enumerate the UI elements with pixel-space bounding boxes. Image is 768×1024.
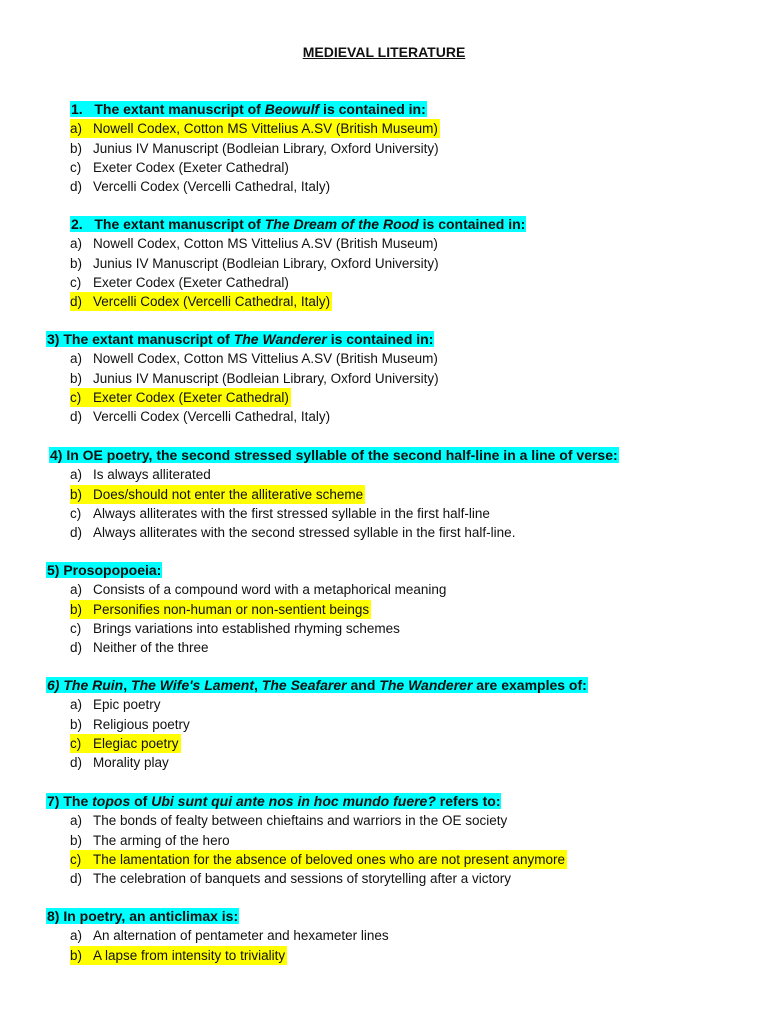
question-text-part: is contained in: bbox=[418, 216, 526, 232]
option-text: Vercelli Codex (Vercelli Cathedral, Italy) bbox=[93, 179, 331, 195]
option-text: Exeter Codex (Exeter Cathedral) bbox=[93, 159, 289, 175]
answer-option bbox=[70, 580, 446, 599]
question-text-part: , bbox=[254, 677, 262, 693]
option-letter: d) bbox=[70, 755, 83, 771]
option-text: Elegiac poetry bbox=[93, 735, 179, 751]
question-text-part: , bbox=[123, 677, 132, 693]
option-letter: a) bbox=[70, 928, 83, 944]
option-text: Epic poetry bbox=[93, 697, 161, 713]
option-text: Exeter Codex (Exeter Cathedral) bbox=[93, 274, 289, 290]
option-text: Morality play bbox=[93, 755, 169, 771]
option-letter: a) bbox=[70, 813, 83, 829]
question-text-part: refers to: bbox=[435, 793, 501, 809]
option-letter: b) bbox=[70, 716, 83, 732]
option-letter: d) bbox=[70, 525, 83, 541]
option-letter: b) bbox=[70, 601, 83, 617]
option-letter: a) bbox=[70, 351, 83, 367]
option-letter: d) bbox=[70, 871, 83, 887]
question-text-part: topos bbox=[92, 793, 131, 809]
option-letter: c) bbox=[70, 505, 82, 521]
answer-option bbox=[70, 523, 515, 542]
question-text-part: The Wanderer bbox=[233, 331, 327, 347]
answer-option bbox=[70, 465, 211, 484]
question-text-part: 5) Prosopopoeia: bbox=[47, 562, 162, 578]
option-letter: d) bbox=[70, 640, 83, 656]
option-text: Always alliterates with the first stressed syllable in the first half-line bbox=[93, 505, 490, 521]
option-letter: a) bbox=[70, 697, 83, 713]
option-letter: d) bbox=[70, 409, 83, 425]
option-letter: b) bbox=[70, 947, 83, 963]
answer-option bbox=[70, 715, 190, 734]
option-letter: c) bbox=[70, 620, 82, 636]
question-text-part: 6) The Ruin bbox=[47, 677, 124, 693]
option-text: Consists of a compound word with a metaphorical meaning bbox=[93, 582, 447, 598]
option-letter: b) bbox=[70, 140, 83, 156]
answer-option bbox=[70, 177, 330, 196]
question-text-part: of bbox=[130, 793, 152, 809]
option-letter: d) bbox=[70, 294, 83, 310]
question-text bbox=[46, 908, 239, 924]
question-text-part: 4) In OE poetry, the second stressed syllable of the second half-line in a line of verse: bbox=[50, 447, 618, 463]
option-text: An alternation of pentameter and hexameter lines bbox=[93, 928, 389, 944]
question-text-part: Beowulf bbox=[264, 101, 320, 117]
question-text-part: The Wife's Lament bbox=[131, 677, 255, 693]
question-number: 2. bbox=[71, 216, 95, 232]
option-letter: c) bbox=[70, 159, 82, 175]
option-text: The lamentation for the absence of beloved ones who are not present anymore bbox=[93, 851, 566, 867]
answer-option bbox=[70, 139, 439, 158]
option-text: Does/should not enter the alliterative scheme bbox=[93, 486, 364, 502]
option-letter: b) bbox=[70, 486, 83, 502]
question-1 bbox=[70, 100, 427, 119]
question-text-part: is contained in: bbox=[319, 101, 426, 117]
question-text bbox=[70, 216, 526, 232]
answer-option bbox=[70, 504, 490, 523]
question-text-part: 7) The bbox=[47, 793, 93, 809]
answer-option bbox=[70, 850, 567, 869]
answer-option bbox=[70, 485, 365, 504]
answer-option bbox=[70, 695, 161, 714]
answer-option bbox=[70, 811, 507, 830]
option-letter: c) bbox=[70, 735, 82, 751]
question-2 bbox=[70, 215, 526, 234]
answer-option bbox=[70, 158, 289, 177]
option-text: The bonds of fealty between chieftains and warriors in the OE society bbox=[93, 813, 508, 829]
option-text: Junius IV Manuscript (Bodleian Library, Oxford University) bbox=[93, 255, 439, 271]
answer-option bbox=[70, 254, 439, 273]
question-text bbox=[46, 562, 162, 578]
question-number: 1. bbox=[71, 101, 95, 117]
question-text-part: 8) In poetry, an anticlimax is: bbox=[47, 908, 239, 924]
question-3 bbox=[46, 330, 434, 349]
question-text bbox=[49, 447, 619, 463]
option-text: Vercelli Codex (Vercelli Cathedral, Italy) bbox=[93, 409, 331, 425]
question-text bbox=[70, 101, 427, 117]
answer-option bbox=[70, 926, 389, 945]
question-text-part: The Dream of the Rood bbox=[264, 216, 419, 232]
option-text: The arming of the hero bbox=[93, 832, 230, 848]
option-text: The celebration of banquets and sessions of storytelling after a victory bbox=[93, 871, 511, 887]
option-letter: a) bbox=[70, 121, 83, 137]
answer-option bbox=[70, 349, 438, 368]
option-text: Exeter Codex (Exeter Cathedral) bbox=[93, 389, 289, 405]
question-8 bbox=[46, 907, 239, 926]
option-text: Always alliterates with the second stressed syllable in the first half-line. bbox=[93, 525, 516, 541]
option-letter: b) bbox=[70, 370, 83, 386]
option-text: Is always alliterated bbox=[93, 467, 211, 483]
option-letter: b) bbox=[70, 255, 83, 271]
option-text: A lapse from intensity to triviality bbox=[93, 947, 286, 963]
answer-option bbox=[70, 292, 332, 311]
option-letter: a) bbox=[70, 467, 83, 483]
question-text bbox=[46, 677, 588, 693]
question-text-part: Ubi sunt qui ante nos in hoc mundo fuere? bbox=[151, 793, 436, 809]
option-letter: d) bbox=[70, 179, 83, 195]
answer-option bbox=[70, 734, 181, 753]
option-text: Personifies non-human or non-sentient beings bbox=[93, 601, 370, 617]
question-text-part: The extant manuscript of bbox=[94, 101, 265, 117]
option-letter: c) bbox=[70, 389, 82, 405]
option-text: Nowell Codex, Cotton MS Vittelius A.SV (British Museum) bbox=[93, 236, 438, 252]
answer-option bbox=[70, 600, 371, 619]
question-text-part: The extant manuscript of bbox=[94, 216, 265, 232]
option-text: Neither of the three bbox=[93, 640, 209, 656]
answer-option bbox=[70, 946, 287, 965]
option-letter: a) bbox=[70, 582, 83, 598]
option-text: Junius IV Manuscript (Bodleian Library, Oxford University) bbox=[93, 140, 439, 156]
option-text: Vercelli Codex (Vercelli Cathedral, Italy) bbox=[93, 294, 331, 310]
question-text-part: The Seafarer bbox=[261, 677, 347, 693]
question-text bbox=[46, 793, 501, 809]
question-text-part: The Wanderer bbox=[379, 677, 473, 693]
option-letter: a) bbox=[70, 236, 83, 252]
question-text-part: are examples of: bbox=[472, 677, 587, 693]
question-6 bbox=[46, 676, 588, 695]
option-text: Junius IV Manuscript (Bodleian Library, Oxford University) bbox=[93, 370, 439, 386]
question-5 bbox=[46, 561, 162, 580]
answer-option bbox=[70, 869, 511, 888]
answer-option bbox=[70, 234, 438, 253]
option-letter: c) bbox=[70, 274, 82, 290]
page-title: MEDIEVAL LITERATURE bbox=[302, 44, 466, 60]
answer-option bbox=[70, 273, 289, 292]
option-letter: b) bbox=[70, 832, 83, 848]
answer-option bbox=[70, 619, 400, 638]
question-text-part: and bbox=[346, 677, 380, 693]
answer-option bbox=[70, 369, 439, 388]
option-letter: c) bbox=[70, 851, 82, 867]
answer-option bbox=[70, 638, 209, 657]
answer-option bbox=[70, 831, 230, 850]
question-text bbox=[46, 331, 434, 347]
option-text: Nowell Codex, Cotton MS Vittelius A.SV (British Museum) bbox=[93, 351, 438, 367]
option-text: Religious poetry bbox=[93, 716, 190, 732]
question-text-part: is contained in: bbox=[326, 331, 434, 347]
answer-option bbox=[70, 119, 440, 138]
question-7 bbox=[46, 792, 501, 811]
option-text: Nowell Codex, Cotton MS Vittelius A.SV (British Museum) bbox=[93, 121, 438, 137]
question-4 bbox=[49, 446, 619, 465]
option-text: Brings variations into established rhyming schemes bbox=[93, 620, 400, 636]
answer-option bbox=[70, 753, 169, 772]
answer-option bbox=[70, 388, 291, 407]
question-text-part: 3) The extant manuscript of bbox=[47, 331, 234, 347]
answer-option bbox=[70, 407, 330, 426]
